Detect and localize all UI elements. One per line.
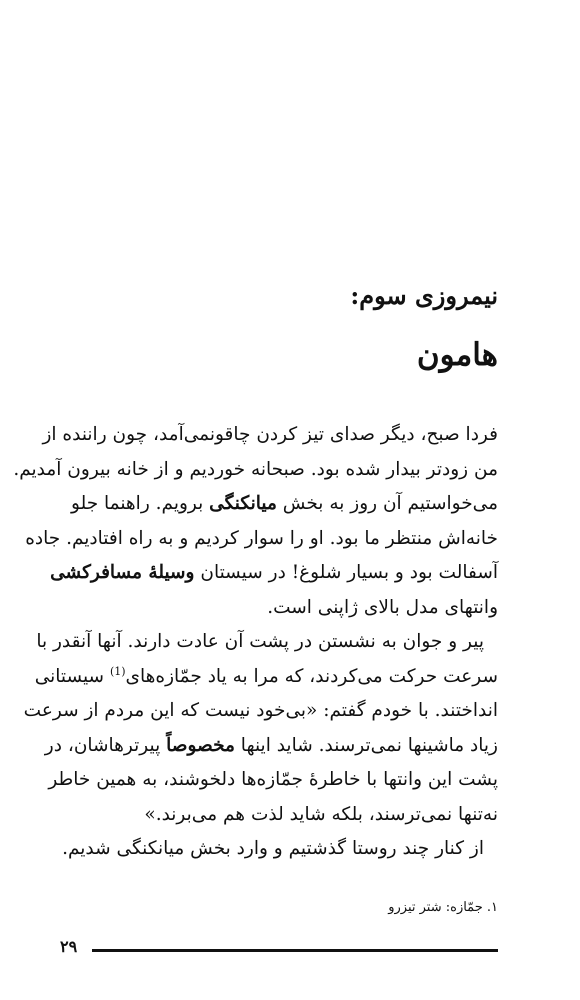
text-line: فردا صبح، دیگر صدای تیز کردن چاقونمی‌آمد، چون راننده از	[42, 424, 498, 445]
page-number: ۲۹	[60, 937, 78, 956]
footnote: ۱. جمّازه: شتر تیزرو	[388, 900, 498, 915]
text-line: من زودتر بیدار شده بود. صبحانه خوردیم و از خانه بیرون آمدیم.	[13, 458, 498, 480]
emphasized-term: وسیلهٔ مسافرکشی	[50, 562, 195, 583]
text-run: می‌خواستیم آن روز به بخش	[276, 493, 498, 514]
text-line: انداختند. با خودم گفتم: «بی‌خود نیست که این مردم از سرعت	[23, 700, 498, 721]
chapter-label: نیمروزی سوم:	[350, 281, 498, 310]
footnote-marker: (1)	[109, 664, 126, 678]
text-line	[50, 556, 498, 591]
text-run: برویم. راهنما جلو	[71, 493, 210, 514]
text-line: خانه‌اش منتظر ما بود. او را سوار کردیم و به راه افتادیم. جاده	[25, 527, 498, 549]
text-line: از کنار چند روستا گذشتیم و وارد بخش میانکنگی شدیم.	[62, 838, 484, 859]
text-run: آسفالت بود و بسیار شلوغ! در سیستان	[194, 562, 498, 583]
text-line: وانتهای مدل بالای ژاپنی است.	[267, 596, 498, 618]
text-run: زیاد ماشینها نمی‌ترسند. شاید اینها	[234, 734, 498, 756]
text-line: پیر و جوان به نشستن در پشت آن عادت دارند. آنها آنقدر با	[36, 631, 484, 652]
body-text	[13, 418, 498, 867]
emphasized-term: مخصوصاً	[166, 734, 235, 756]
text-line	[71, 487, 498, 522]
text-line: نه‌تنها نمی‌ترسند، بلکه شاید لذت هم می‌برند.»	[144, 803, 498, 825]
text-run: سرعت حرکت می‌کردند، که مرا به یاد جمّازه‌های	[125, 665, 498, 687]
text-line	[44, 729, 498, 764]
text-line	[34, 660, 498, 695]
page-footer-rule	[92, 949, 498, 952]
text-run: پیرترهاشان، در	[44, 734, 167, 756]
text-run: سیستانی	[34, 665, 110, 687]
text-line: پشت این وانتها با خاطرهٔ جمّازه‌ها دلخوشند، به همین خاطر	[48, 769, 498, 790]
emphasized-term: میانکنگی	[209, 493, 277, 514]
chapter-title: هامون	[416, 337, 498, 373]
